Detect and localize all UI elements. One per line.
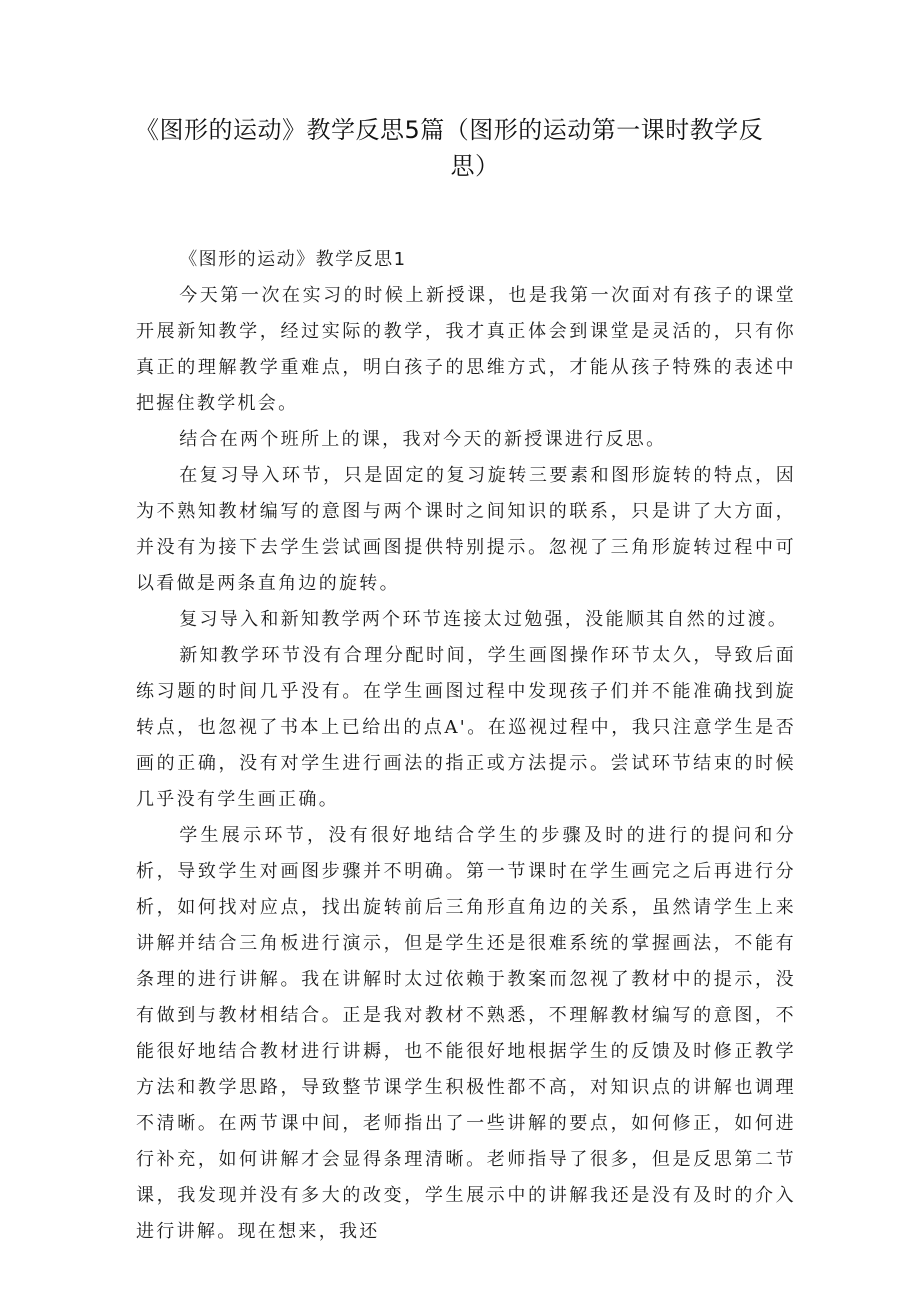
document-title-line-1: 《图形的运动》教学反思5篇（图形的运动第一课时教学反 bbox=[135, 116, 764, 144]
paragraph: 学生展示环节，没有很好地结合学生的步骤及时的进行的提问和分析，导致学生对画图步骤并不明确。第一节课时在学生画完之后再进行分析，如何找对应点，找出旋转前后三角形直角边的关系，虽然请学生上来讲解并结合三角板进行演示，但是学生还是很难系统的掌握画法，不能有条理的进行讲解。我在讲解时太过依赖于教案而忽视了教材中的提示，没有做到与教材相结合。正是我对教材不熟悉，不理解教材编写的意图，不能很好地结合教材进行讲耨，也不能很好地根据学生的反馈及时修正教学方法和教学思路，导致整节课学生积极性都不高，对知识点的讲解也调理不清晰。在两节课中间，老师指出了一些讲解的要点，如何修正，如何进行补充，如何讲解才会显得条理清晰。老师指导了很多，但是反思第二节课，我发现并没有多大的改变，学生展示中的讲解我还是没有及时的介入进行讲解。现在想来，我还 bbox=[136, 825, 796, 1242]
document-title bbox=[135, 112, 815, 184]
document-body bbox=[136, 242, 796, 1250]
paragraph: 今天第一次在实习的时候上新授课，也是我第一次面对有孩子的课堂开展新知教学，经过实际的教学，我才真正体会到课堂是灵活的，只有你真正的理解教学重难点，明白孩子的思维方式，才能从孩子特殊的表述中把握住教学机会。 bbox=[136, 285, 796, 414]
section-heading: 《图形的运动》教学反思1 bbox=[179, 249, 407, 270]
paragraph: 结合在两个班所上的课，我对今天的新授课进行反思。 bbox=[179, 429, 667, 450]
paragraph: 在复习导入环节，只是固定的复习旋转三要素和图形旋转的特点，因为不熟知教材编写的意图与两个课时之间知识的联系，只是讲了大方面，并没有为接下去学生尝试画图提供特别提示。忽视了三角形旋转过程中可以看做是两条直角边的旋转。 bbox=[136, 465, 796, 594]
paragraph: 新知教学环节没有合理分配时间，学生画图操作环节太久，导致后面练习题的时间几乎没有。在学生画图过程中发现孩子们并不能准确找到旋转点，也忽视了书本上已给出的点A'。在巡视过程中，我只注意学生是否画的正确，没有对学生进行画法的指正或方法提示。尝试环节结束的时候几乎没有学生画正确。 bbox=[136, 645, 796, 810]
document-title-line-2: 思） bbox=[450, 152, 500, 180]
paragraph: 复习导入和新知教学两个环节连接太过勉强，没能顺其自然的过渡。 bbox=[179, 609, 789, 630]
